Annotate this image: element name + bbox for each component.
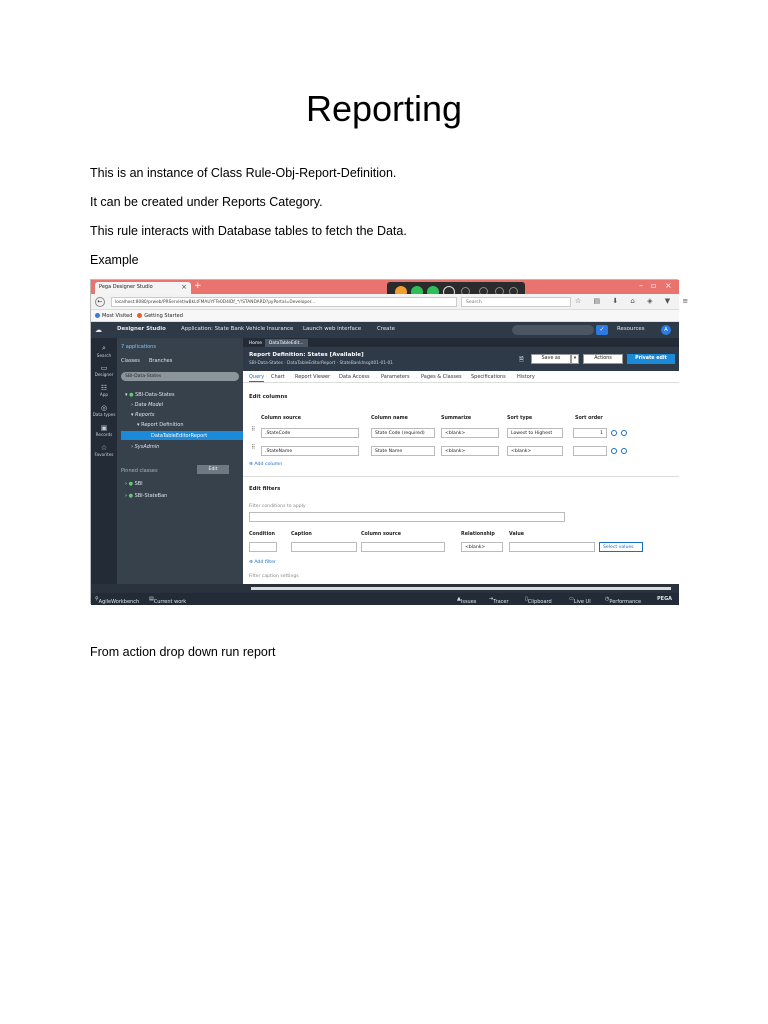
col-header-sort-order: Sort order xyxy=(575,416,603,421)
tab-home[interactable]: Home xyxy=(249,340,262,346)
bookmark-most-visited[interactable]: Most Visited xyxy=(102,313,133,319)
tree-report-definition[interactable]: ▾ Report Definition xyxy=(137,422,184,428)
nav-favorites[interactable]: ☆ Favorites xyxy=(91,444,117,457)
chevron-down-icon[interactable]: ▾ xyxy=(571,354,579,364)
application-selector[interactable]: Application: State Bank Vehicle Insurance xyxy=(181,326,294,332)
screenshot-figure xyxy=(90,279,694,605)
filter-column-source-field[interactable] xyxy=(361,542,445,552)
sort-type-select[interactable]: <blank> xyxy=(507,446,563,456)
header-search-input[interactable] xyxy=(512,325,594,335)
browser-tab[interactable] xyxy=(95,282,191,294)
leaf-icon: ● xyxy=(128,493,133,499)
tab-query[interactable]: Query xyxy=(249,374,265,380)
page-title: Reporting xyxy=(305,88,463,129)
paragraph-class: This is an instance of Class Rule-Obj-Report-Definition. xyxy=(90,166,397,180)
rule-tabs xyxy=(243,371,679,383)
filter-caption-field[interactable] xyxy=(291,542,357,552)
add-column-link[interactable]: ⊕ Add column xyxy=(249,462,283,467)
save-as-button[interactable]: Save as xyxy=(531,354,571,364)
launch-menu[interactable]: Launch web interface xyxy=(303,326,362,332)
browser-tab-title: Pega Designer Studio xyxy=(99,284,153,290)
column-name-field[interactable]: State Code (required) xyxy=(371,428,435,438)
data-icon: ◎ xyxy=(100,404,108,412)
gear-icon[interactable] xyxy=(611,448,617,454)
url-bar-row xyxy=(91,294,694,310)
filter-header-caption: Caption xyxy=(291,532,312,537)
col-header-name: Column name xyxy=(371,416,408,421)
sort-order-field[interactable] xyxy=(573,446,607,456)
nav-search[interactable]: ⌕ Search xyxy=(91,344,117,358)
tab-branches[interactable]: Branches xyxy=(149,358,173,364)
nav-designer[interactable]: ▭ Designer xyxy=(91,364,117,377)
avatar[interactable]: A xyxy=(661,325,671,335)
col-header-summarize: Summarize xyxy=(441,416,472,421)
sort-order-field[interactable]: 1 xyxy=(573,428,607,438)
pinned-sbi-stateban[interactable]: › ● SBI-StateBan xyxy=(125,493,168,499)
leaf-icon: ● xyxy=(129,392,134,398)
clipboard-link[interactable]: ▯ Clipboard xyxy=(525,596,552,605)
column-name-field[interactable]: State Name xyxy=(371,446,435,456)
edit-filters-heading: Edit filters xyxy=(249,486,281,492)
nav-data-types[interactable]: ◎ Data types xyxy=(92,404,116,417)
paragraph-run-report: From action drop down run report xyxy=(90,645,276,659)
rule-header xyxy=(243,347,679,371)
filter-value-field[interactable] xyxy=(509,542,595,552)
bookmark-getting-started[interactable]: Getting Started xyxy=(144,313,183,319)
paragraph-database: This rule interacts with Database tables to fetch the Data. xyxy=(90,224,407,238)
drag-handle-icon[interactable]: ⠿ xyxy=(251,426,256,433)
performance-link[interactable]: ◷ Performance xyxy=(605,596,642,605)
app-explorer xyxy=(117,338,243,584)
tab-history[interactable]: History xyxy=(517,374,535,380)
tree-data-model[interactable]: › Data Model xyxy=(131,402,164,408)
nav-records[interactable]: ▣ Records xyxy=(91,424,117,437)
tab-pages-classes[interactable]: Pages & Classes xyxy=(421,374,462,380)
rule-title: Report Definition: States [Available] xyxy=(249,352,364,358)
actions-button[interactable]: Actions xyxy=(583,354,623,364)
edit-pinned-button[interactable]: Edit xyxy=(197,465,229,474)
browser-toolbar-icons[interactable]: ☆ ▤ ⬇ ⌂ ◈ ▼ ≡ xyxy=(575,297,694,305)
summarize-select[interactable]: <blank> xyxy=(441,446,499,456)
search-icon: ⌕ xyxy=(102,344,106,352)
horizontal-scrollbar[interactable] xyxy=(91,584,679,593)
new-tab-icon[interactable]: + xyxy=(194,281,202,291)
filter-header-condition: Condition xyxy=(249,532,275,537)
column-source-field[interactable]: .StateCode xyxy=(261,428,359,438)
records-icon: ▣ xyxy=(100,424,108,432)
document-tabs xyxy=(243,338,679,347)
section-divider xyxy=(243,476,679,477)
left-nav xyxy=(91,338,117,584)
check-icon[interactable]: ✓ xyxy=(596,325,608,335)
minimize-icon[interactable]: – xyxy=(639,281,643,290)
nav-app[interactable]: ☷ App xyxy=(91,384,117,397)
tree-selected-rule[interactable]: DataTableEditorReport xyxy=(121,431,243,440)
scrollbar-thumb[interactable] xyxy=(251,587,671,590)
filter-header-column-source: Column source xyxy=(361,532,401,537)
leaf-icon: ● xyxy=(128,481,133,487)
rule-subtitle: SBI-Data-States · DataTableEditorReport · StateBankInsgit01-01-01 xyxy=(249,361,393,366)
designer-icon: ▭ xyxy=(100,364,108,372)
col-header-source: Column source xyxy=(261,416,301,421)
column-source-field[interactable]: .StateName xyxy=(261,446,359,456)
tab-rule[interactable]: DataTableEdit... xyxy=(265,339,308,347)
summarize-select[interactable]: <blank> xyxy=(441,428,499,438)
status-bar xyxy=(91,593,679,605)
filter-caption-settings[interactable]: Filter caption settings xyxy=(249,574,299,579)
issues-link[interactable]: ▲ Issues xyxy=(457,596,477,605)
app-header xyxy=(91,322,679,338)
tree-sysadmin[interactable]: › SysAdmin xyxy=(131,444,160,450)
app-icon: ☷ xyxy=(100,384,108,392)
close-icon[interactable]: × xyxy=(181,283,187,291)
tree-class-node[interactable]: ▾ ● SBI-Data-States xyxy=(125,392,175,398)
checkout-icon[interactable]: 🗎 xyxy=(519,356,524,363)
applications-selector[interactable]: 7 applications xyxy=(121,344,156,350)
back-icon[interactable]: ← xyxy=(95,297,105,307)
relationship-select[interactable]: <blank> xyxy=(461,542,503,552)
select-values-button[interactable]: Select values xyxy=(599,542,643,552)
agile-workbench-link[interactable]: ⚲ AgileWorkbench xyxy=(95,596,140,605)
pega-logo-icon: ☁ xyxy=(95,326,102,334)
resources-menu[interactable]: Resources xyxy=(617,326,645,332)
address-field[interactable]: localhost:8080/prweb/PRServlet/wBkLtFMAUYFTe0D4lDf_*/!STANDARD?pyPortal=Developer... xyxy=(111,297,457,307)
tab-parameters[interactable]: Parameters xyxy=(381,374,410,380)
delete-icon[interactable] xyxy=(621,430,627,436)
window-close-icon[interactable]: × xyxy=(665,281,672,290)
paragraph-example: Example xyxy=(90,253,139,267)
sort-type-select[interactable]: Lowest to Highest xyxy=(507,428,563,438)
live-ui-link[interactable]: ▭ Live UI xyxy=(569,596,591,605)
bookmark-icon xyxy=(95,313,100,318)
paragraph-category: It can be created under Reports Category. xyxy=(90,195,323,209)
bookmarks-bar xyxy=(91,310,679,322)
tree-reports[interactable]: ▾ Reports xyxy=(131,412,155,418)
browser-tabstrip xyxy=(91,280,679,294)
filter-header-relationship: Relationship xyxy=(461,532,495,537)
class-filter-input[interactable]: SBI-Data-States xyxy=(121,372,239,381)
tab-chart[interactable]: Chart xyxy=(271,374,285,380)
private-edit-button[interactable]: Private edit xyxy=(627,354,675,364)
pinned-sbi[interactable]: › ● SBI xyxy=(125,481,143,487)
filter-hint: Filter conditions to apply xyxy=(249,504,306,509)
pinned-classes-label: Pinned classes xyxy=(121,468,158,474)
tab-data-access[interactable]: Data Access xyxy=(339,374,370,380)
browser-search-field[interactable]: Search xyxy=(461,297,571,307)
star-icon: ☆ xyxy=(100,444,108,452)
drag-handle-icon[interactable]: ⠿ xyxy=(251,444,256,451)
tab-report-viewer[interactable]: Report Viewer xyxy=(295,374,331,380)
studio-name[interactable]: Designer Studio xyxy=(117,326,166,332)
current-work-link[interactable]: ▤ Current work xyxy=(149,596,187,605)
col-header-sort-type: Sort type xyxy=(507,416,533,421)
gear-icon[interactable] xyxy=(611,430,617,436)
tab-specifications[interactable]: Specifications xyxy=(471,374,506,380)
rule-form xyxy=(243,338,679,584)
filter-header-value: Value xyxy=(509,532,524,537)
tab-classes[interactable]: Classes xyxy=(121,358,140,364)
restore-icon[interactable]: ▫ xyxy=(651,281,657,290)
pega-logo: PEGA xyxy=(657,596,673,602)
firefox-icon xyxy=(137,313,142,318)
edit-columns-heading: Edit columns xyxy=(249,394,288,400)
filter-logic-input[interactable] xyxy=(249,512,565,522)
filter-condition-field[interactable] xyxy=(249,542,277,552)
create-menu[interactable]: Create xyxy=(377,326,395,332)
add-filter-link[interactable]: ⊕ Add filter xyxy=(249,560,276,565)
delete-icon[interactable] xyxy=(621,448,627,454)
tracer-link[interactable]: ⇥ Tracer xyxy=(489,596,509,605)
